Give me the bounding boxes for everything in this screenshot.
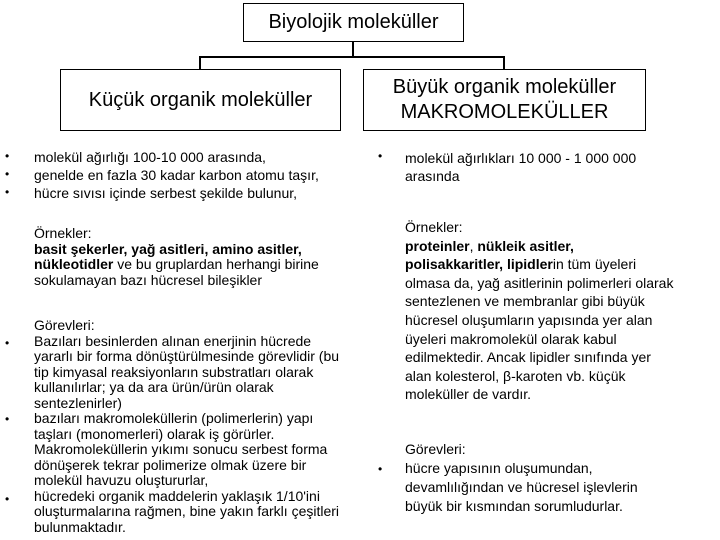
bullet: • bbox=[378, 462, 383, 476]
small-duty-line: sentezlenirler) bbox=[34, 394, 122, 411]
small-duty-line: yararlı bir forma dönüştürülmesinde görevlidir (bu bbox=[34, 348, 340, 364]
macro-property: arasında bbox=[405, 168, 460, 184]
macro-example-line: edilmektedir. Ancak lipidler sınıfında yer bbox=[405, 349, 651, 366]
small-duties-title: Görevleri: bbox=[34, 317, 95, 333]
macro-examples-rest: in tüm üyeleri bbox=[552, 256, 637, 273]
macro-example-line: hücresel oluşumların yapısında yer alan bbox=[405, 311, 653, 328]
connector-root-down bbox=[352, 42, 354, 57]
bullet: • bbox=[5, 149, 10, 163]
bullet: • bbox=[5, 185, 10, 199]
macro-example-line: üyeleri makromolekül olarak kabul bbox=[405, 330, 617, 347]
macro-examples-bold-1: proteinler bbox=[405, 237, 470, 254]
small-properties-list bbox=[34, 148, 319, 202]
macromolecules-header-line-1: Büyük organik moleküller bbox=[392, 76, 617, 98]
macro-examples-sep: , bbox=[469, 237, 478, 254]
small-duty-line: bulunmaktadır. bbox=[34, 518, 126, 535]
small-examples-bold-1: basit şekerler, yağ asitleri, amino asitler, bbox=[34, 240, 302, 257]
root-title: Biyolojik moleküller bbox=[268, 11, 439, 33]
small-duty-line: molekül havuzu oluştururlar, bbox=[34, 472, 209, 488]
small-molecules-header: Küçük organik moleküller bbox=[88, 88, 313, 111]
bullet: • bbox=[5, 492, 10, 506]
macro-examples-bold-2: nükleik asitler, bbox=[477, 237, 574, 254]
small-examples-bold-2: nükleotidler bbox=[34, 256, 114, 272]
connector-right-down bbox=[503, 56, 505, 69]
small-examples-rest-2: sokulamayan bazı hücresel bileşikler bbox=[34, 271, 262, 288]
macro-duty-line: büyük bir kısmından sorumludurlar. bbox=[405, 498, 623, 514]
small-property: hücre sıvısı içinde serbest şekilde bulunur, bbox=[34, 185, 298, 201]
macro-example-line: sentezlenen ve membranlar gibi büyük bbox=[405, 293, 645, 310]
small-duty-line: Makromoleküllerin yıkımı sonucu serbest forma bbox=[34, 441, 328, 457]
small-duty-line: bazıları makromoleküllerin (polimerlerin) yapı bbox=[34, 410, 314, 426]
small-property: genelde en fazla 30 kadar karbon atomu taşır, bbox=[34, 167, 319, 183]
small-duties bbox=[34, 318, 339, 535]
small-property: molekül ağırlığı 100-10 000 arasında, bbox=[34, 149, 266, 165]
small-duty-line: oluşturmalarına rağmen, bine yakın farklı çeşitleri bbox=[34, 503, 340, 519]
small-examples bbox=[34, 226, 319, 288]
macro-properties bbox=[405, 149, 636, 185]
small-molecules-box bbox=[60, 69, 341, 131]
macromolecules-box bbox=[363, 69, 646, 131]
small-duty-line: Bazıları besinlerden alınan enerjinin hücrede bbox=[34, 332, 312, 349]
macro-examples-bold-3: polisakkaritler, lipidler bbox=[405, 256, 553, 273]
macro-property: molekül ağırlıkları 10 000 - 1 000 000 bbox=[405, 150, 637, 166]
macromolecules-header-line-2: MAKROMOLEKÜLLER bbox=[400, 101, 609, 123]
small-examples-title: Örnekler: bbox=[34, 225, 92, 241]
macro-duties-title: Görevleri: bbox=[405, 441, 466, 457]
small-duty-line: kullanılırlar; ya da ara ürün/ürün olarak bbox=[34, 379, 274, 395]
small-duty-line: tip kimyasal reaksiyonların substratları olarak bbox=[34, 363, 314, 380]
macro-example-line: olmasa da, yağ asitlerinin polimerleri olarak bbox=[405, 274, 674, 291]
root-title-box bbox=[243, 3, 464, 42]
small-duty-line: dönüşerek tekrar polimerize olmak üzere bir bbox=[34, 456, 307, 473]
bullet: • bbox=[378, 149, 383, 163]
macro-example-line: moleküller de vardır. bbox=[405, 386, 532, 403]
connector-horizontal bbox=[199, 56, 505, 58]
small-duty-line: taşları (monomerleri) olarak iş görürler. bbox=[34, 425, 275, 442]
bullet: • bbox=[5, 412, 10, 426]
bullet: • bbox=[5, 167, 10, 181]
macro-example-line: alan kolesterol, β-karoten vb. küçük bbox=[405, 367, 626, 384]
small-duty-line: hücredeki organik maddelerin yaklaşık 1/10'ini bbox=[34, 487, 320, 504]
small-examples-rest-1: ve bu gruplardan herhangi birine bbox=[113, 256, 319, 272]
macro-duty-line: hücre yapısının oluşumundan, bbox=[405, 460, 593, 476]
macro-duty-line: devamlılığından ve hücresel işlevlerin bbox=[405, 479, 638, 495]
macro-examples-title: Örnekler: bbox=[405, 219, 463, 235]
connector-left-down bbox=[199, 56, 201, 69]
bullet: • bbox=[5, 336, 10, 350]
macro-duties bbox=[405, 440, 638, 516]
macro-examples bbox=[405, 218, 673, 404]
